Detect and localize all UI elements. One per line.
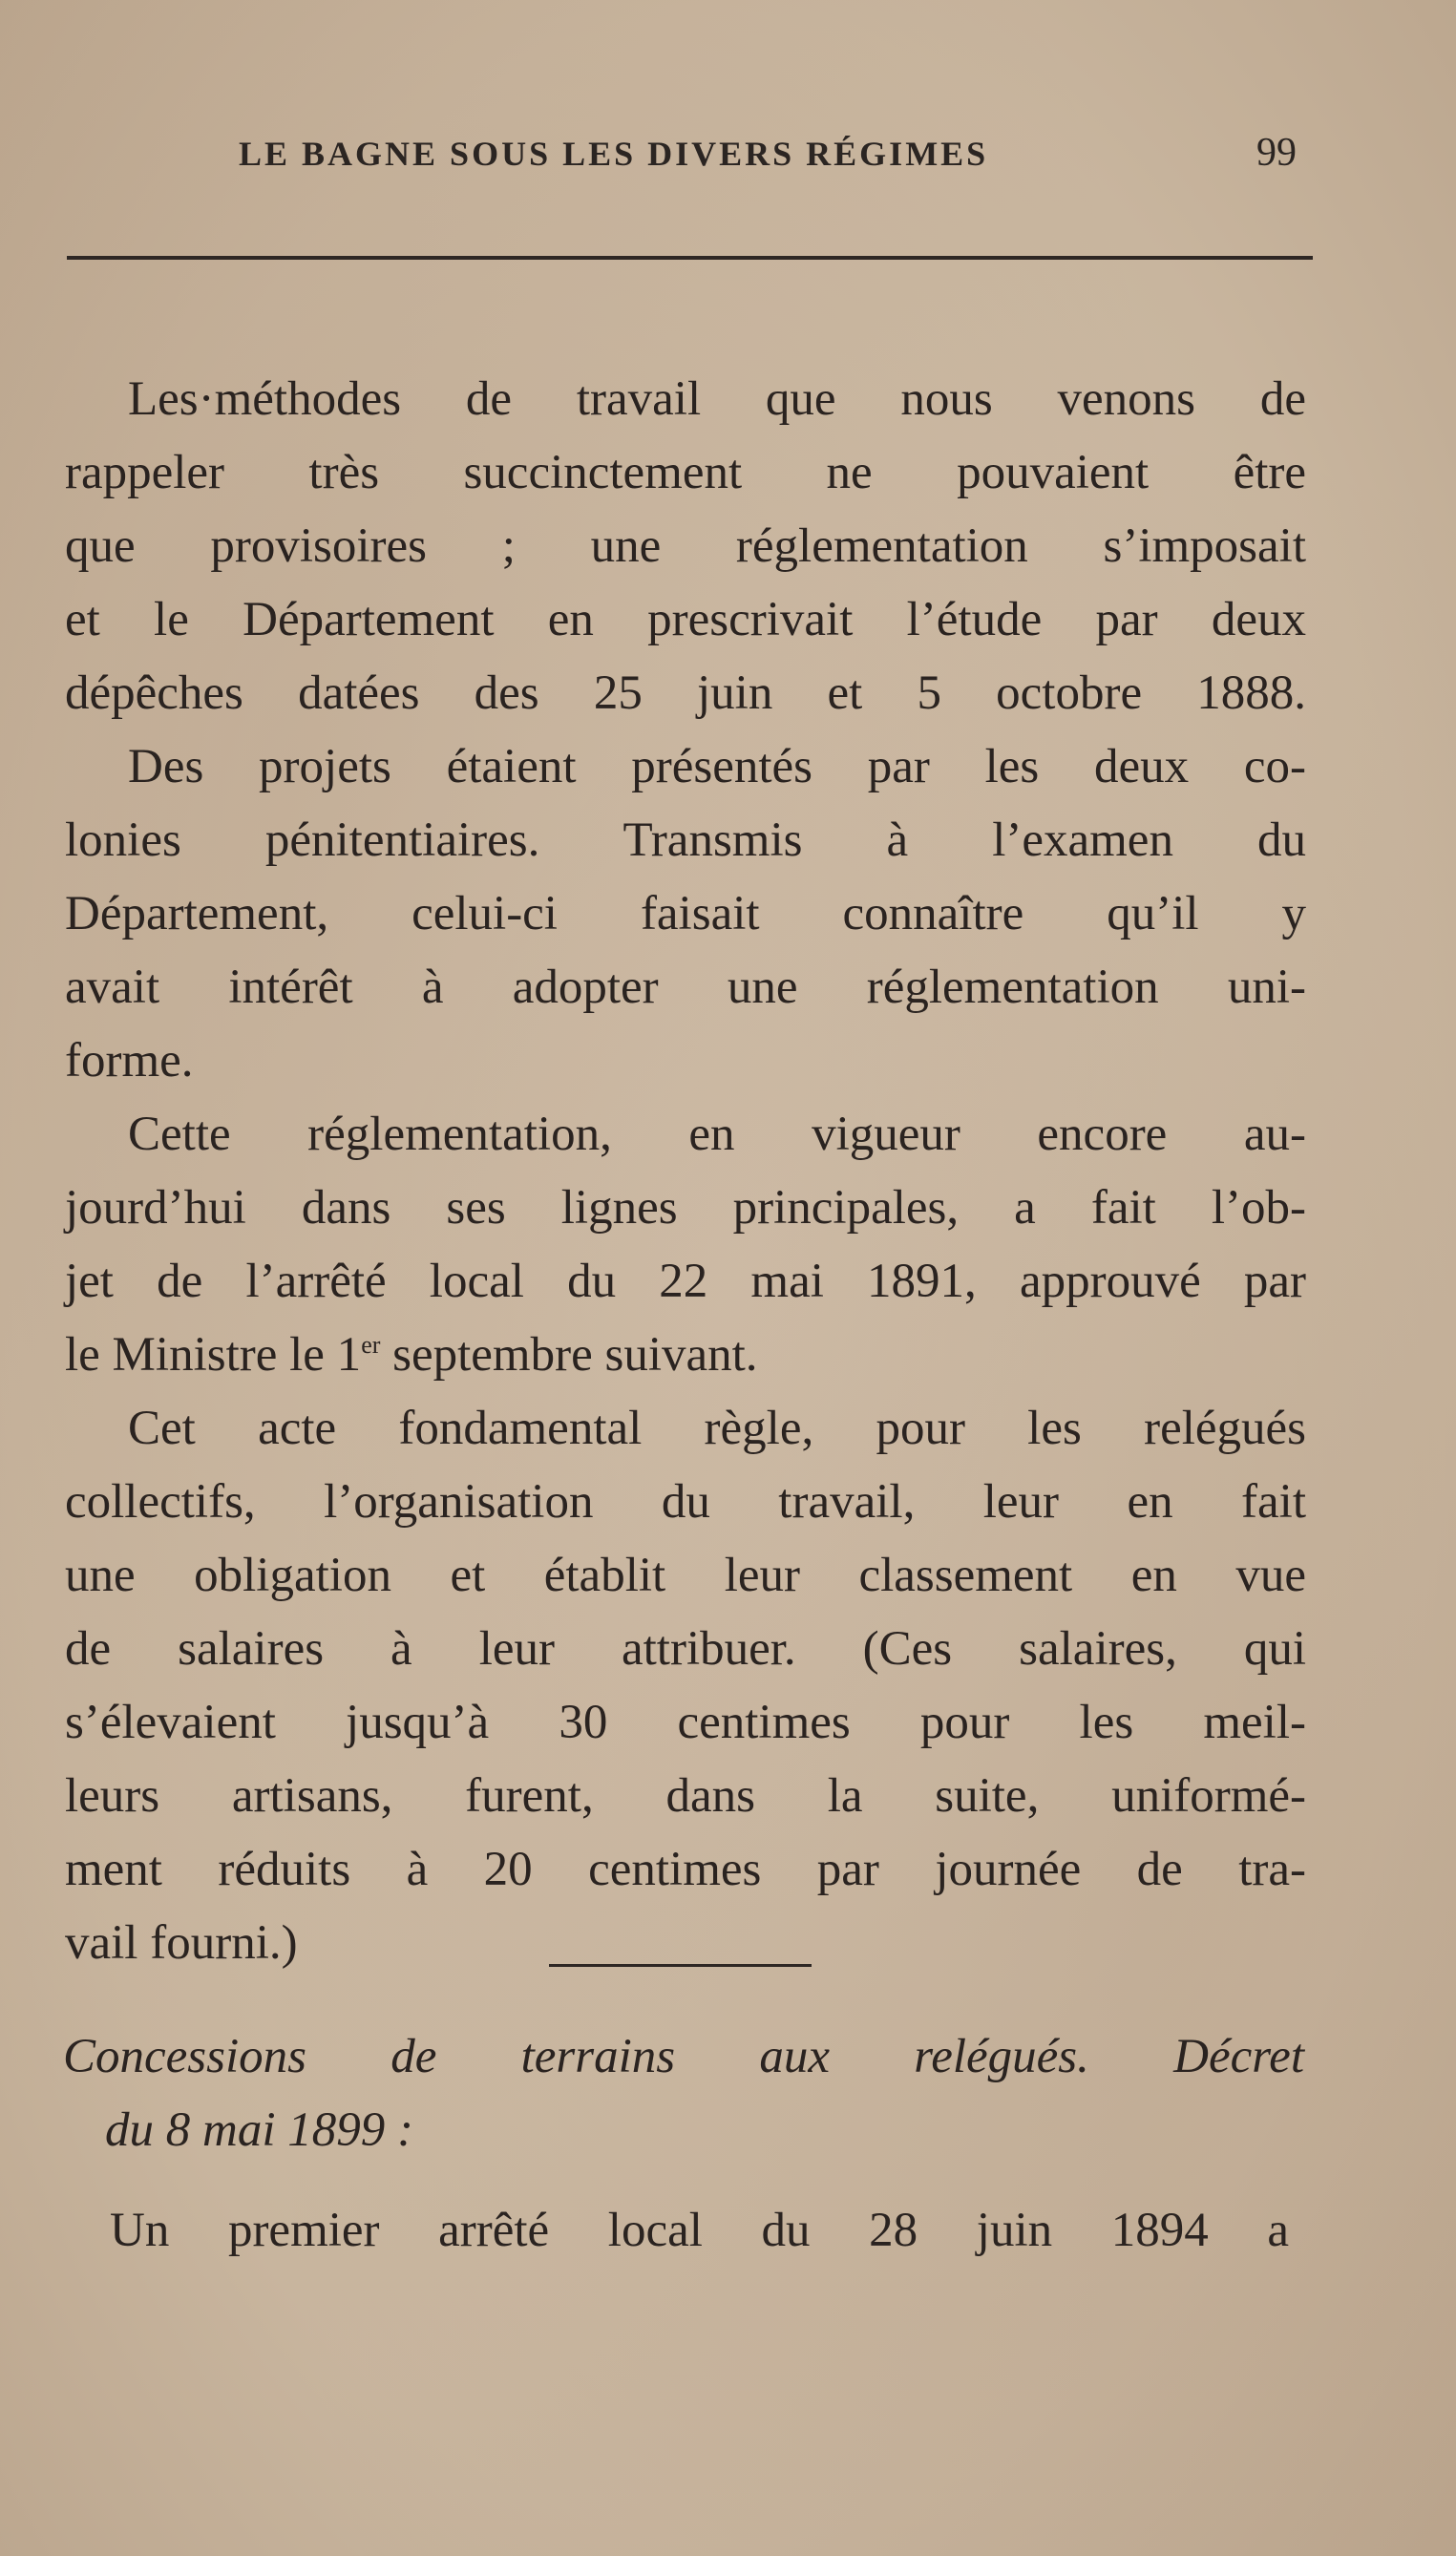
- text-line: Des projets étaient présentés par les deux co-: [128, 740, 1306, 793]
- text-line: de salaires à leur attribuer. (Ces salaires, qui: [65, 1622, 1306, 1676]
- text-line: une obligation et établit leur classement en vue: [65, 1549, 1306, 1602]
- text-line: Département, celui-ci faisait connaître qu’il y: [65, 887, 1306, 940]
- text-line: forme.: [65, 1034, 194, 1088]
- closing-paragraph: [110, 2194, 1289, 2268]
- text-line: rappeler très succinctement ne pouvaient être: [65, 446, 1306, 499]
- text-line: Cette réglementation, en vigueur encore au-: [128, 1108, 1306, 1161]
- text-line: Cet acte fondamental règle, pour les relégués: [128, 1402, 1306, 1455]
- text-line: jet de l’arrêté local du 22 mai 1891, approuvé par: [65, 1255, 1306, 1308]
- section-divider: [549, 1964, 812, 1967]
- text-line: ment réduits à 20 centimes par journée de tra-: [65, 1843, 1306, 1896]
- text-line: avait intérêt à adopter une réglementation uni-: [65, 961, 1306, 1014]
- text-line: s’élevaient jusqu’à 30 centimes pour les meil-: [65, 1696, 1306, 1749]
- text-line: vail fourni.): [65, 1916, 298, 1970]
- text-fragment: septembre suivant.: [380, 1328, 758, 1382]
- ordinal-superscript: er: [361, 1331, 381, 1359]
- text-line: que provisoires ; une réglementation s’imposait: [65, 519, 1306, 573]
- section-heading-line: Concessions de terrains aux relégués. Décret: [63, 2030, 1304, 2083]
- header-rule: [67, 256, 1313, 260]
- text-line: Les·méthodes de travail que nous venons de: [128, 372, 1306, 426]
- section-heading-line: du 8 mai 1899 :: [105, 2103, 413, 2157]
- text-line: et le Département en prescrivait l’étude par deux: [65, 593, 1306, 646]
- page-number: 99: [1256, 131, 1297, 175]
- text-line: [65, 1319, 1306, 1392]
- text-line: jourd’hui dans ses lignes principales, a fait l’ob-: [65, 1181, 1306, 1235]
- text-line: lonies pénitentiaires. Transmis à l’examen du: [65, 813, 1306, 867]
- text-line: collectifs, l’organisation du travail, leur en fait: [65, 1475, 1306, 1529]
- text-line: Un premier arrêté local du 28 juin 1894 a: [110, 2204, 1289, 2257]
- text-fragment: le Ministre le 1: [65, 1328, 362, 1382]
- text-line: dépêches datées des 25 juin et 5 octobre 1888.: [65, 666, 1306, 720]
- running-title: LE BAGNE SOUS LES DIVERS RÉGIMES: [239, 135, 989, 173]
- text-line: leurs artisans, furent, dans la suite, uniformé-: [65, 1769, 1306, 1823]
- page-header: [0, 131, 1456, 191]
- body-text: [65, 363, 1306, 1980]
- section-heading: [63, 2020, 1304, 2167]
